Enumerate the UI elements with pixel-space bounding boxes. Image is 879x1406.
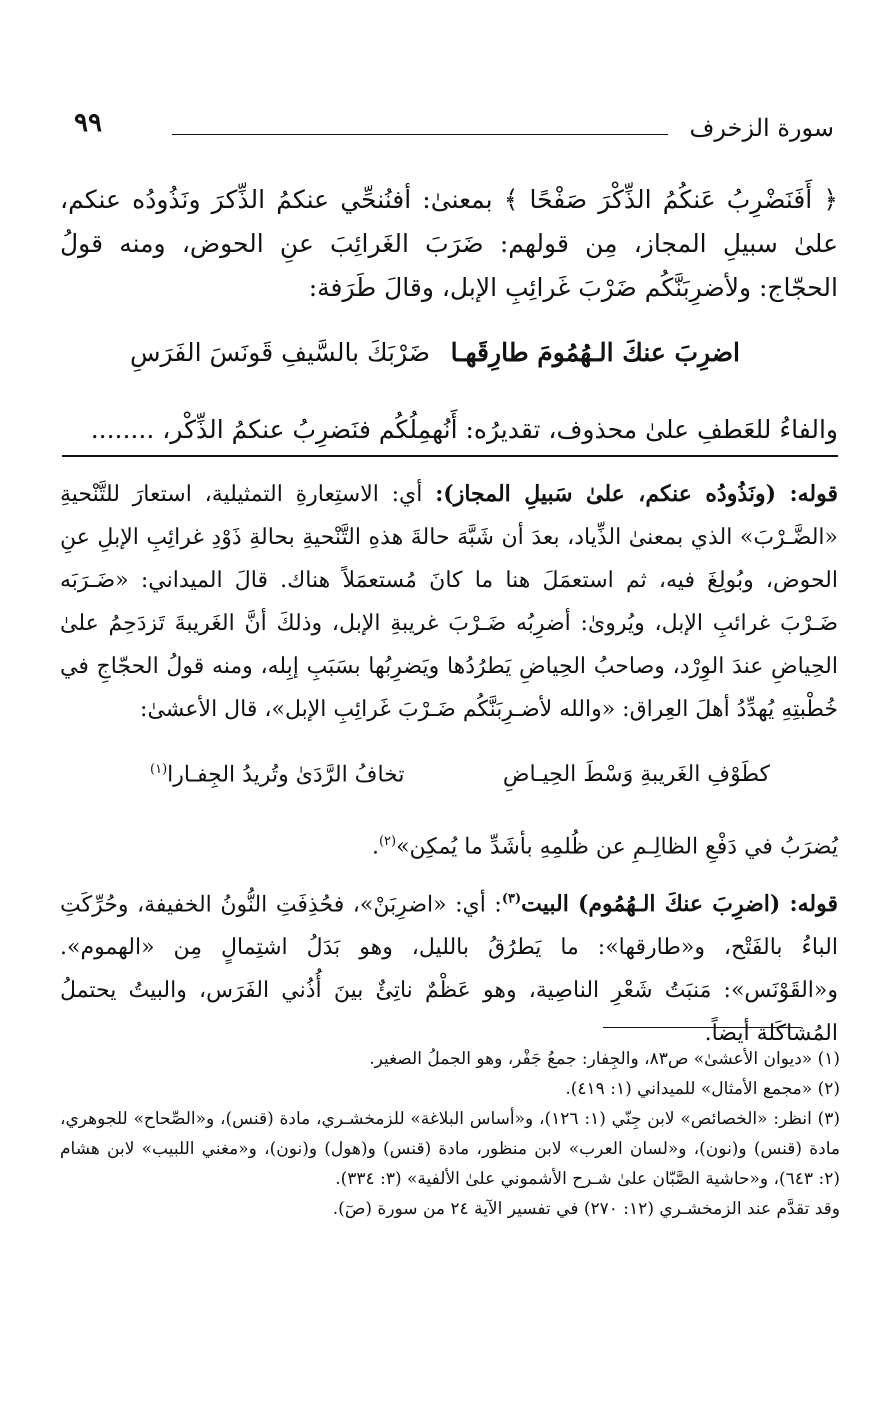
main-verse (130, 338, 740, 382)
commentary-paragraph-2 (60, 878, 838, 1055)
footnote-ref-1: (١) (150, 762, 168, 777)
main-text-paragraph: ﴿ أَفَنَضْرِبُ عَنكُمُ الذِّكْرَ صَفْحًا ﴾ بمعنىٰ: أفنُنحِّي عنكمُ الذِّكرَ ونَذُودُه عنكم، علىٰ سبيلِ المجاز، مِن قولهم: ضَرَبَ الغَرائِبَ عنِ الحوض، ومنه قولُ الحجّاج: ولأضرِبَنَّكُم ضَرْبَ غَرائِبِ الإبل، وقالَ طَرَفة: (60, 185, 838, 302)
main-text-continuation: والفاءُ للعَطفِ علىٰ محذوف، تقديرُه: أَنُهمِلُكُم فنَضرِبُ عنكمُ الذِّكْر، ........ (90, 415, 838, 444)
footnote-ref-3: (٣) (501, 892, 522, 907)
verse-hemistich-first: اضرِبَ عنكَ الـهُمُومَ طارِقَهـا (450, 338, 740, 367)
section-divider (62, 455, 838, 457)
commentary-lemma-2: قوله: (اضرِبَ عنكَ الـهُمُوم) البيت$^{(٣)}$ (501, 891, 838, 918)
verse-hemistich-second: ضَرْبَكَ بالسَّيفِ قَونَسَ الفَرَسِ (130, 338, 431, 367)
footnotes (60, 1044, 840, 1224)
commentary-lemma-1: قوله: (ونَذُودُه عنكم، علىٰ سَبيلِ المجاز): (435, 481, 838, 507)
footnote-3: (٣) انظر: «الخصائص» لابن جِنّي (١: ١٢٦)، و«أساس البلاغة» للزمخشـري، مادة (قنس)، و«الصِّحاح» للجوهري، مادة (قنس) و(نون)، و«لسان العرب» لابن منظور، مادة (قنس) و(هول) و(نون)، و«مغني اللبيب» لابن هشام (٢: ٦٤٣)، و«حاشية الصَّبّان علىٰ شـرح الأشموني علىٰ الألفية» (٣: ٣٣٤). (60, 1109, 841, 1189)
commentary-paragraph-1 (60, 473, 838, 731)
footnote-2: (٢) «مجمع الأمثال» للميداني (١: ٤١٩). (565, 1079, 840, 1099)
commentary-verse (150, 762, 770, 805)
commentary-body-1: أي: الاستِعارةِ التمثيلية، استعارَ للتَّنْحيةِ «الضَّـرْبَ» الذي بمعنىٰ الذِّياد، بعدَ أن شَبَّهَ حالةَ هذهِ التَّنْحيةِ بحالةِ ذَوْدِ غرائِبِ الإبلِ عنِ الحوض، وبُولِغَ فيه، ثم استعمَلَ هنا ما كانَ مُستعمَلاً هناك. قالَ الميداني: «ضَـرَبَه ضَـرْبَ غرائبِ الإبل، ويُروىٰ: أضرِبُه ضَـرْبَ غريبةِ الإبل، وذلكَ أنَّ الغَريبةَ تَزدَحِمُ علىٰ الحِياضِ عندَ الوِرْد، وصاحبُ الحِياضِ يَطرُدُها ويَضرِبُها بسَبَبِ إبِله، ومنه قولُ الحجّاجِ في خُطْبتِهِ يُهدِّدُ أهلَ العِراق: «والله لأضـرِبَنَّكُم ضَـرْبَ غَرائِبِ الإبل»، قال الأعشىٰ: (60, 482, 838, 722)
commentary-body-2: : أي: «اضرِبَنْ»، فحُذِفَتِ النُّونُ الخفيفة، وحُرِّكَتِ الباءُ بالفَتْح، و«طارقها»: ما يَطرُقُ بالليل، وهو بَدَلُ اشتِمالٍ مِن «الهموم». و«القَوْنَس»: مَنبَتُ شَعْرِ الناصِية، وهو عَظْمٌ ناتِئٌ بينَ أُذُني الفَرَس، والبيتُ يحتملُ المُشاكَلة أيضاً. (60, 892, 838, 1047)
page-header (64, 106, 834, 152)
header-rule (172, 134, 668, 135)
commentary-verse-first: كطَوْفِ الغَريبةِ وَسْطَ الحِيـاضِ (502, 762, 770, 787)
footnote-ref-2: (٢) (378, 834, 397, 849)
surah-title: سورة الزخرف (689, 114, 834, 142)
footnote-3-continuation: وقد تقدَّم عند الزمخشـري (١٢: ٢٧٠) في تفسير الآية ٢٤ من سورة (صٓ). (332, 1199, 840, 1219)
commentary-verse-second: تخافُ الرَّدَىٰ وتُريدُ الجِفـارا$^{(١)}$ (150, 762, 405, 788)
footnote-rule (603, 1027, 801, 1028)
footnote-1: (١) «ديوان الأعشىٰ» ص٨٣، والجِفار: جمعُ جَفْر، وهو الجملُ الصغير. (369, 1049, 840, 1069)
page-number: ٩٩ (74, 108, 102, 138)
commentary-quote-end: يُضرَبُ في دَفْعِ الظالِـمِ عن ظُلمِهِ بأشَدِّ ما يُمكِن»$^{(٢)}$. (371, 834, 838, 860)
